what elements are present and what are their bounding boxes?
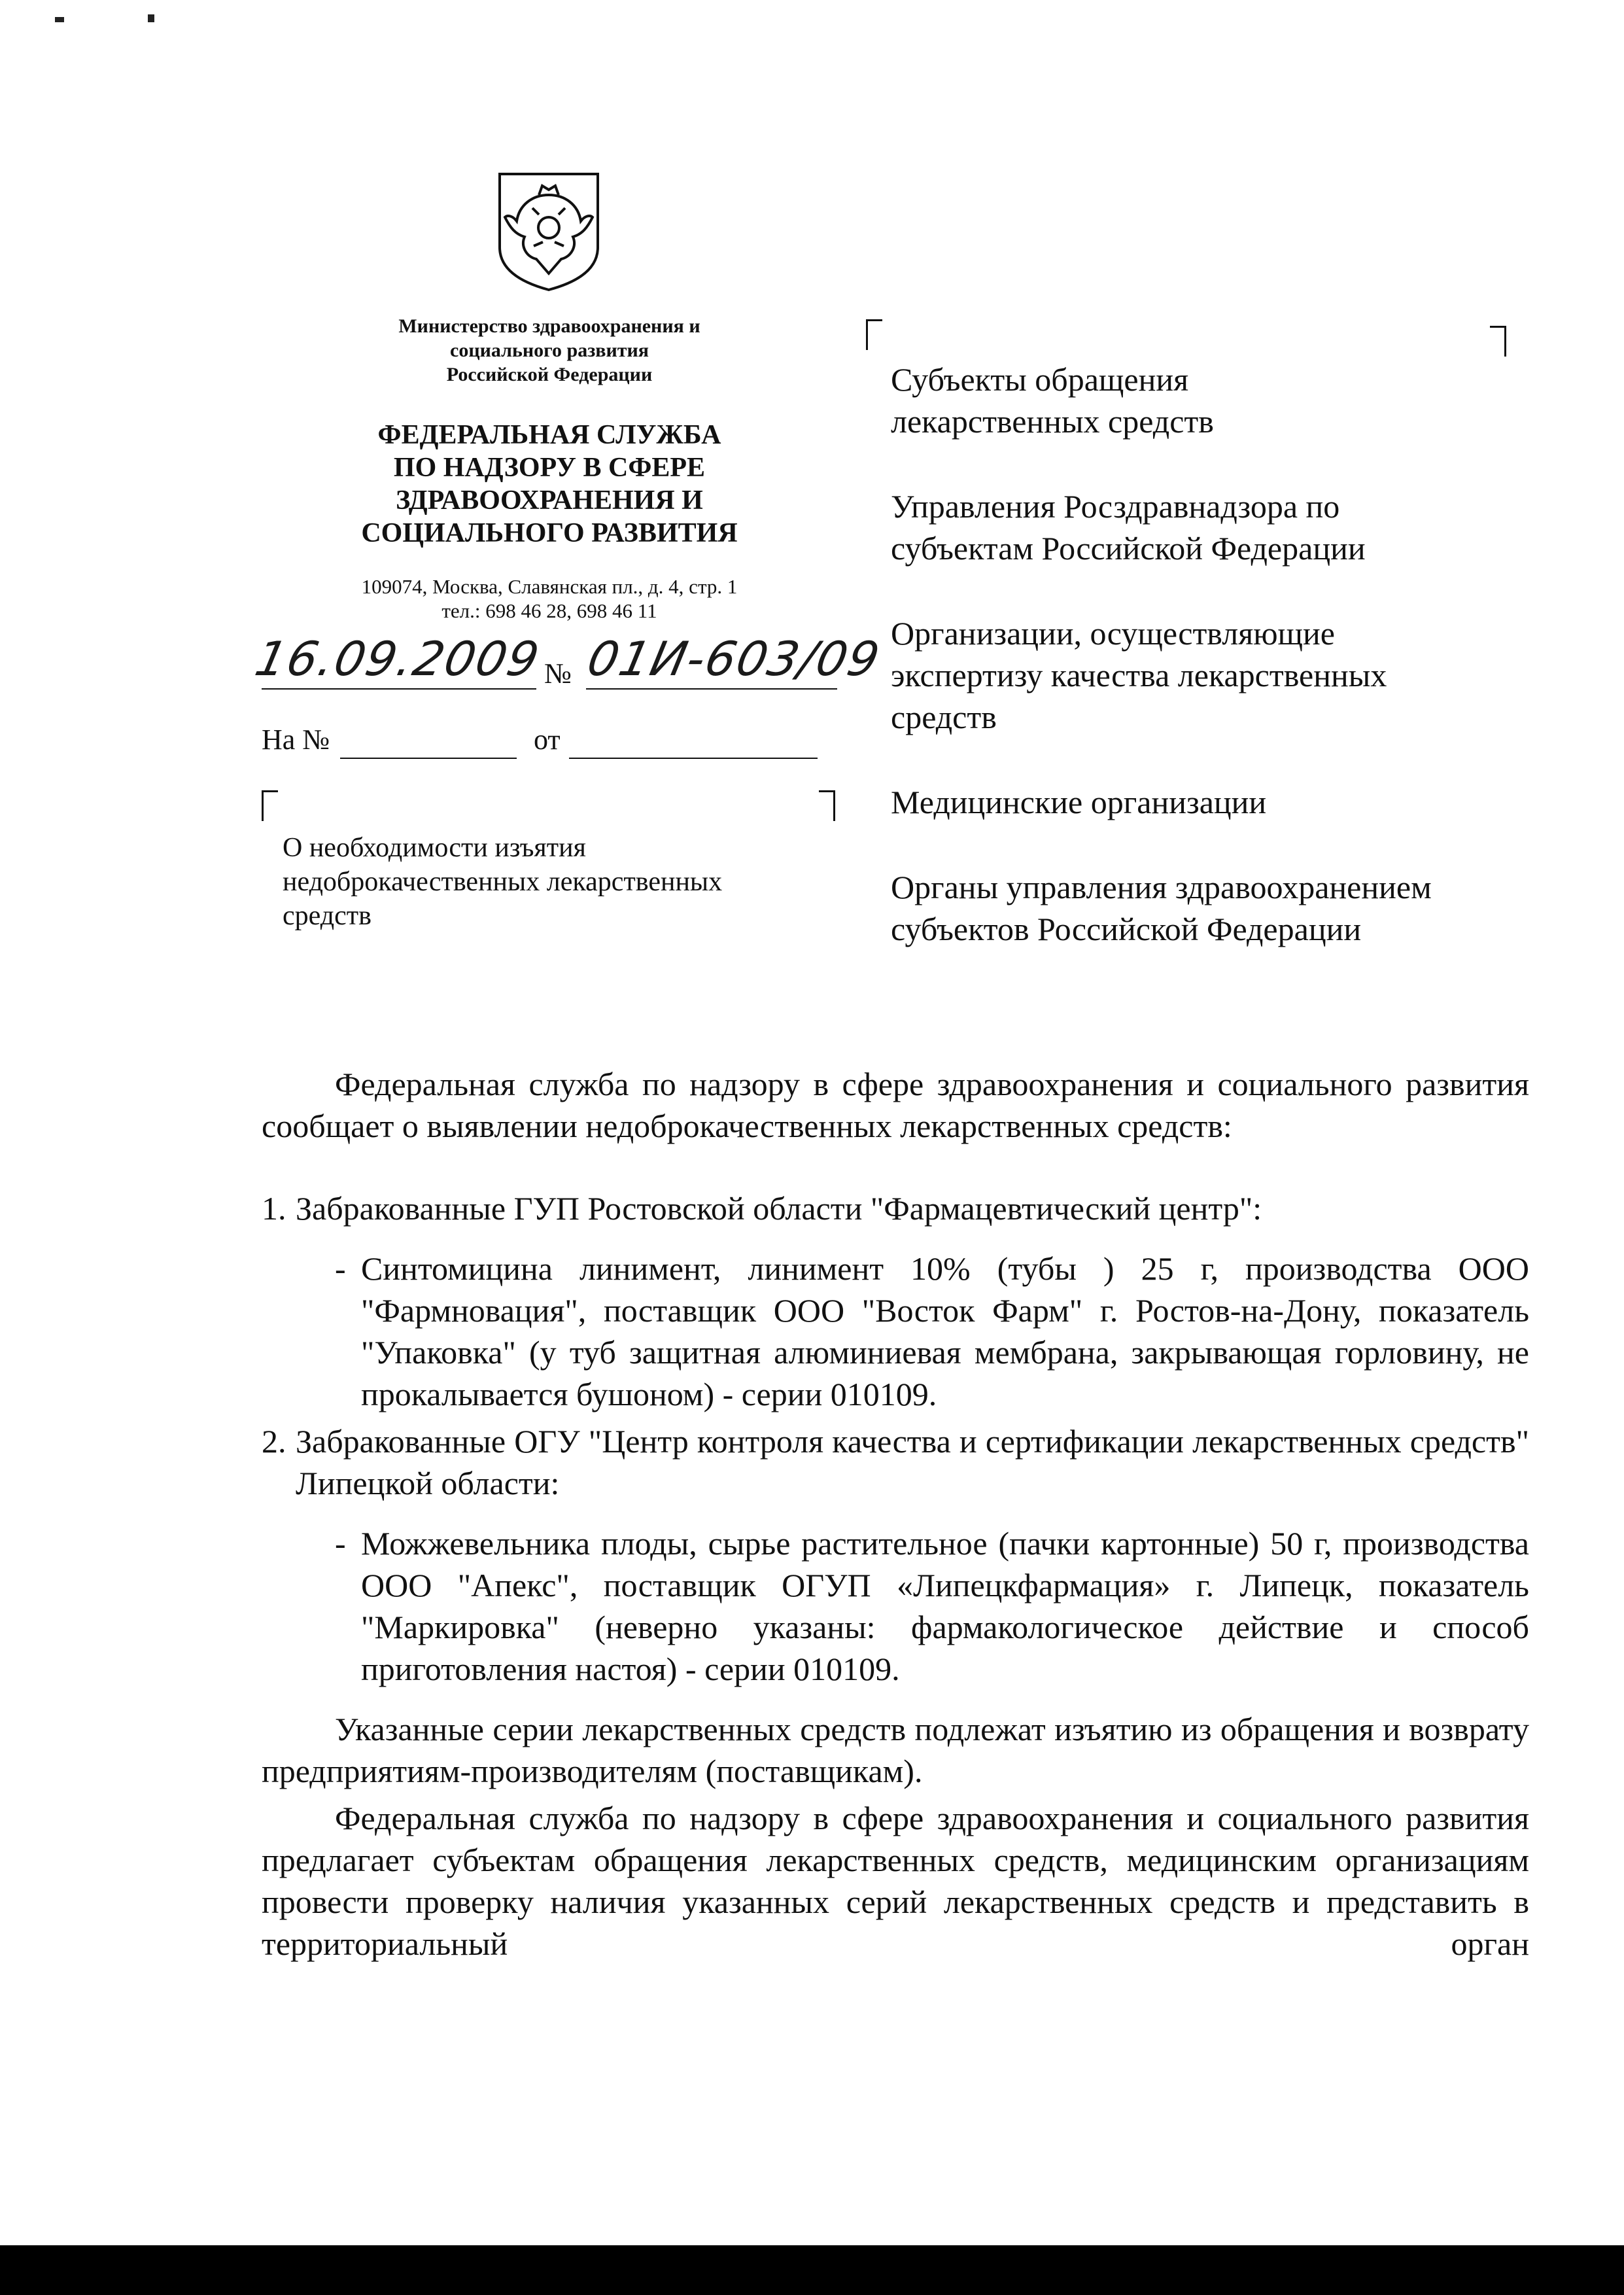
addressee-item bbox=[891, 485, 1584, 569]
defect-subitem bbox=[262, 1522, 1529, 1690]
ministry-line: Российской Федерации bbox=[446, 364, 653, 385]
addressee-line: Управления Росздравнадзора по bbox=[891, 488, 1340, 525]
agency-name bbox=[307, 419, 791, 550]
addressee-line: субъектам Российской Федерации bbox=[891, 530, 1366, 567]
agency-line: ЗДРАВООХРАНЕНИЯ И bbox=[396, 485, 703, 516]
addressee-item bbox=[891, 781, 1584, 823]
addressee-item bbox=[891, 612, 1584, 738]
defect-item bbox=[262, 1420, 1529, 1504]
addressee-line: экспертизу качества лекарственных bbox=[891, 657, 1387, 693]
reply-from-label: от bbox=[534, 724, 561, 756]
subitem-marker: - bbox=[335, 1525, 346, 1562]
addressee-item bbox=[891, 866, 1584, 950]
ministry-line: Министерство здравоохранения и bbox=[398, 315, 700, 337]
scan-bottom-border bbox=[0, 2245, 1624, 2295]
defect-subitem bbox=[262, 1248, 1529, 1415]
subitem-text: Синтомицина линимент, линимент 10% (тубы ) 25 г, производства ООО "Фармновация", поставщик ООО "Восток Фарм" г. Ростов-на-Дону, показатель "Упаковка" (у туб защитная алюминиевая мембрана, закрывающая горловину, не прокалывается бушоном) - серии 010109. bbox=[361, 1250, 1529, 1412]
scan-mark bbox=[148, 14, 154, 22]
addressee-bracket-right bbox=[1490, 326, 1506, 357]
number-handwritten: 01И-603/09 bbox=[583, 631, 886, 686]
item-marker: 1. bbox=[262, 1190, 286, 1227]
addressee-line: субъектов Российской Федерации bbox=[891, 911, 1362, 947]
date-handwritten: 16.09.2009 bbox=[251, 631, 545, 686]
addressee-list bbox=[891, 359, 1584, 993]
reply-date-blank bbox=[569, 758, 818, 759]
item-text: Забракованные ОГУ "Центр контроля качества и сертификации лекарственных средств" Липецкой области: bbox=[296, 1423, 1529, 1501]
scan-mark bbox=[55, 17, 64, 22]
subject-bracket-right bbox=[819, 790, 835, 821]
defect-item bbox=[262, 1187, 1529, 1229]
addressee-line: Медицинские организации bbox=[891, 784, 1267, 820]
number-sign: № bbox=[544, 657, 572, 690]
addressee-line: лекарственных средств bbox=[891, 403, 1214, 440]
intro-paragraph: Федеральная служба по надзору в сфере здравоохранения и социального развития сообщает о выявлении недоброкачественных лекарственных средств: bbox=[262, 1066, 1529, 1144]
letter-body bbox=[262, 1063, 1529, 1965]
subject-bracket-left bbox=[262, 790, 278, 821]
address-line: 109074, Москва, Славянская пл., д. 4, стр. 1 bbox=[361, 575, 738, 598]
addressee-line: средств bbox=[891, 699, 997, 735]
ministry-line: социального развития bbox=[450, 340, 649, 361]
subject-line: О необходимости изъятия bbox=[283, 833, 586, 863]
item-text: Забракованные ГУП Ростовской области "Фармацевтический центр": bbox=[296, 1190, 1262, 1227]
withdrawal-paragraph: Указанные серии лекарственных средств подлежат изъятию из обращения и возврату предприятиям-производителям (поставщикам). bbox=[262, 1711, 1529, 1789]
subject-line: недоброкачественных лекарственных bbox=[283, 867, 723, 897]
date-underline bbox=[262, 688, 536, 690]
addressee-bracket-left bbox=[866, 319, 882, 350]
proposal-paragraph: Федеральная служба по надзору в сфере здравоохранения и социального развития предлагает субъектам обращения лекарственных средств, медицинским организациям провести проверку наличия указанных серий лекарственных средств и представить в территориальный орган bbox=[262, 1800, 1529, 1962]
reply-number-blank bbox=[340, 758, 517, 759]
addressee-item bbox=[891, 359, 1584, 442]
subitem-marker: - bbox=[335, 1250, 346, 1287]
reply-reference-label: На № bbox=[262, 724, 330, 756]
subject-line: средств bbox=[283, 901, 371, 931]
addressee-line: Органы управления здравоохранением bbox=[891, 869, 1432, 905]
agency-line: СОЦИАЛЬНОГО РАЗВИТИЯ bbox=[361, 518, 738, 548]
agency-line: ПО НАДЗОРУ В СФЕРЕ bbox=[393, 453, 706, 483]
subitem-text: Можжевельника плоды, сырье растительное (пачки картонные) 50 г, производства ООО "Апекс", поставщик ОГУП «Липецкфармация» г. Липецк, показатель "Маркировка" (неверно указаны: фармакологическое действие и способ приготовления настоя) - серии 010109. bbox=[361, 1525, 1529, 1687]
addressee-line: Субъекты обращения bbox=[891, 361, 1189, 398]
number-underline bbox=[586, 688, 837, 690]
russian-coat-of-arms-icon bbox=[493, 169, 604, 293]
agency-line: ФЕДЕРАЛЬНАЯ СЛУЖБА bbox=[377, 420, 721, 450]
addressee-line: Организации, осуществляющие bbox=[891, 615, 1336, 652]
item-marker: 2. bbox=[262, 1423, 286, 1460]
ministry-name bbox=[327, 314, 772, 387]
agency-address bbox=[275, 574, 824, 623]
subject bbox=[283, 831, 825, 933]
address-line: тел.: 698 46 28, 698 46 11 bbox=[441, 599, 657, 622]
